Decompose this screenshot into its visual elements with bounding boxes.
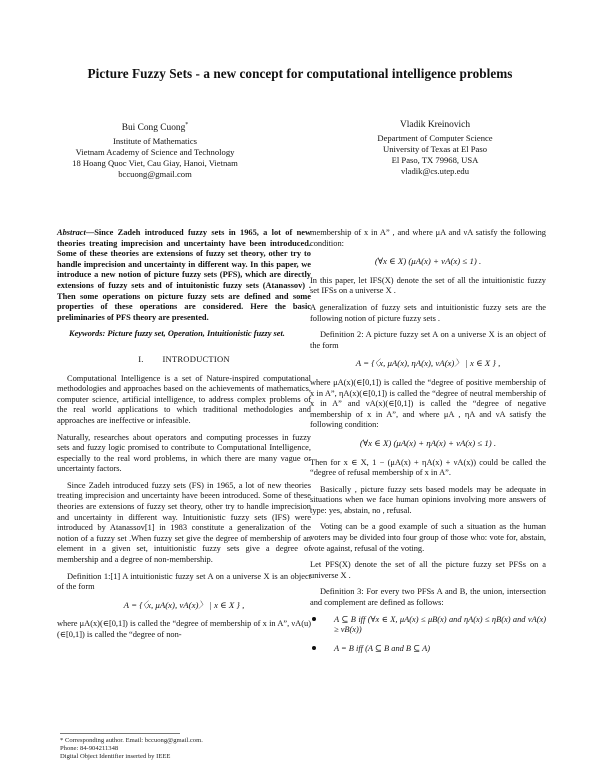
footnote: Phone: 84-904211348 (60, 745, 119, 753)
right-column (310, 228, 546, 662)
formula: (∀x ∈ X) (μA(x) + ηA(x) + νA(x) ≤ 1) . (359, 437, 497, 448)
paragraph: Computational Intelligence is a set of Nature-inspired computational methodologies and approaches based on the achievements of mathematics, computer science, artificial intelligence, to address complex problems of the real world applications to which traditional methodologies and approaches are ineffective or infeasible. (57, 373, 311, 425)
author-email: vladik@cs.utep.edu (400, 166, 470, 176)
list-item-text: A ⊆ B iff (∀x ∈ X, μA(x) ≤ μB(x) and ηA(x) ≤ ηB(x) and νA(x) ≥ νB(x)) (334, 614, 546, 635)
formula: (∀x ∈ X) (μA(x) + νA(x) ≤ 1) . (374, 256, 482, 267)
corresponding-mark: * (185, 122, 189, 128)
paragraph: Naturally, researches about operators and computing processes in fuzzy sets and fuzzy logic promised to contribute to Computational Intelligence, especially to the real word problems, in which there are many vague or uncertainty factors. (57, 432, 311, 474)
author-name: Bui Cong Cuong (121, 123, 186, 134)
paragraph: Basically , picture fuzzy sets based models may be adequate in situations when we face human opinions involving more answers of type: yes, abstain, no , refusal. (310, 484, 546, 515)
section-heading (57, 354, 311, 365)
keywords: Keywords: Picture fuzzy set, Operation, Intuitionistic fuzzy set. (69, 329, 285, 339)
list-item (310, 644, 546, 655)
section-number: I. (138, 353, 144, 364)
paragraph: Since Zadeh introduced fuzzy sets (FS) in 1965, a lot of new theories treating imprecision and uncertainty have beeen introduced. Some of these theories are extensions of fuzzy set theory, other try to handle imprecision and uncertainty in different way. Intuitionistic fuzzy sets (IFS) were introduced by Atanassov[1] in 1983 constitute a generalization of the notion of a fuzzy set .When fuzzy set give the degree of membership of an element in a given set, intuitionistic fuzzy sets give a degree of membership and a degree of non-membership. (57, 480, 311, 565)
abstract (57, 228, 311, 323)
list-item-text: A = B iff (A ⊆ B and B ⊆ A) (334, 643, 430, 653)
footnote: * Corresponding author. Email: bccuong@gmail.com. (60, 737, 203, 744)
author-block-2 (320, 120, 550, 177)
formula: A = {〈x, μA(x), ηA(x), νA(x)〉 | x ∈ X } , (355, 358, 501, 369)
bullet-icon (312, 646, 316, 650)
paragraph: Then for x ∈ X, 1 − (μA(x) + ηA(x) + νA(x)) could be called the “degree of refusal membership of x in A”. (310, 457, 546, 478)
paragraph: membership of x in A” , and where μA and νA satisfy the following condition: (310, 228, 546, 248)
definition-3: Definition 3: For every two PFSs A and B, the union, intersection and complement are defined as follows: (310, 587, 546, 608)
list-item (310, 615, 546, 636)
author-affiliation: Department of Computer Science (377, 133, 493, 143)
paragraph: In this paper, let IFS(X) denote the set of all the intuitionistic fuzzy set IFSs on a universe X . (310, 275, 546, 296)
paragraph: A generalization of fuzzy sets and intuitionistic fuzzy sets are the following notion of picture fuzzy sets . (310, 302, 546, 323)
bullet-icon (312, 617, 316, 621)
author-email: bccuong@gmail.com (118, 169, 192, 180)
abstract-label: Abstract (57, 228, 86, 237)
author-affiliation: Institute of Mathematics (112, 136, 197, 147)
formula: A = {〈x, μA(x), νA(x)〉 | x ∈ X } , (123, 599, 245, 610)
definition-2: Definition 2: A picture fuzzy set A on a universe X is an object of the form (310, 330, 546, 350)
footnote: Digital Object Identifier inserted by IEEE (60, 753, 171, 761)
author-block-1 (40, 120, 270, 180)
author-affiliation: Vietnam Academy of Science and Technology (75, 147, 235, 158)
author-address: 18 Hoang Quoc Viet, Cau Giay, Hanoi, Vietnam (72, 158, 238, 169)
abstract-text: —Since Zadeh introduced fuzzy sets in 1965, a lot of new theories treating imprecision and uncertainty have been introduced. Some of these theories are extensions of fuzzy set theory, other try to handle imprecision and uncertainty in different way. In this paper, we introduce a new notion of picture fuzzy sets (PFS), which are directly extensions of fuzzy sets and of intuitonistic fuzzy sets (Atanassov) . Then some operations on picture fuzzy sets are defined and some properties of these operations are considered. Here the basic preliminaries of PFS theory are presented. (57, 228, 311, 322)
left-column (57, 228, 311, 647)
author-affiliation: University of Texas at El Paso (382, 144, 488, 154)
definition-1: Definition 1:[1] A intuitionistic fuzzy set A on a universe X is an object of the form (57, 571, 311, 592)
footnote-divider (60, 733, 180, 734)
footnotes (60, 737, 320, 762)
paper-title: Picture Fuzzy Sets - a new concept for computational intelligence problems (87, 66, 513, 81)
paragraph: where μA(x)(∈[0,1]) is called the “degree of positive membership of x in A”, ηA(x)(∈[0,1]) is called the “degree of neutral membership of x in A” and νA(x)(∈[0,1]) is called the “degree of negative membership of x in A”, and where μA , ηA and νA satisfy the following condition: (310, 377, 546, 430)
paragraph: Voting can be a good example of such a situation as the human voters may be divided into four group of those who: vote for, abstain, vote against, refusal of the voting. (310, 522, 546, 553)
paragraph: Let PFS(X) denote the set of all the picture fuzzy set PFSs on a universe X . (310, 560, 546, 580)
author-address: El Paso, TX 79968, USA (391, 155, 479, 165)
section-title: INTRODUCTION (162, 353, 230, 364)
definition-list (310, 615, 546, 655)
author-name: Vladik Kreinovich (399, 120, 471, 130)
paragraph: where μA(x)(∈[0,1]) is called the “degree of membership of x in A”, νA(u)(∈[0,1]) is called the “degree of non- (57, 619, 311, 639)
